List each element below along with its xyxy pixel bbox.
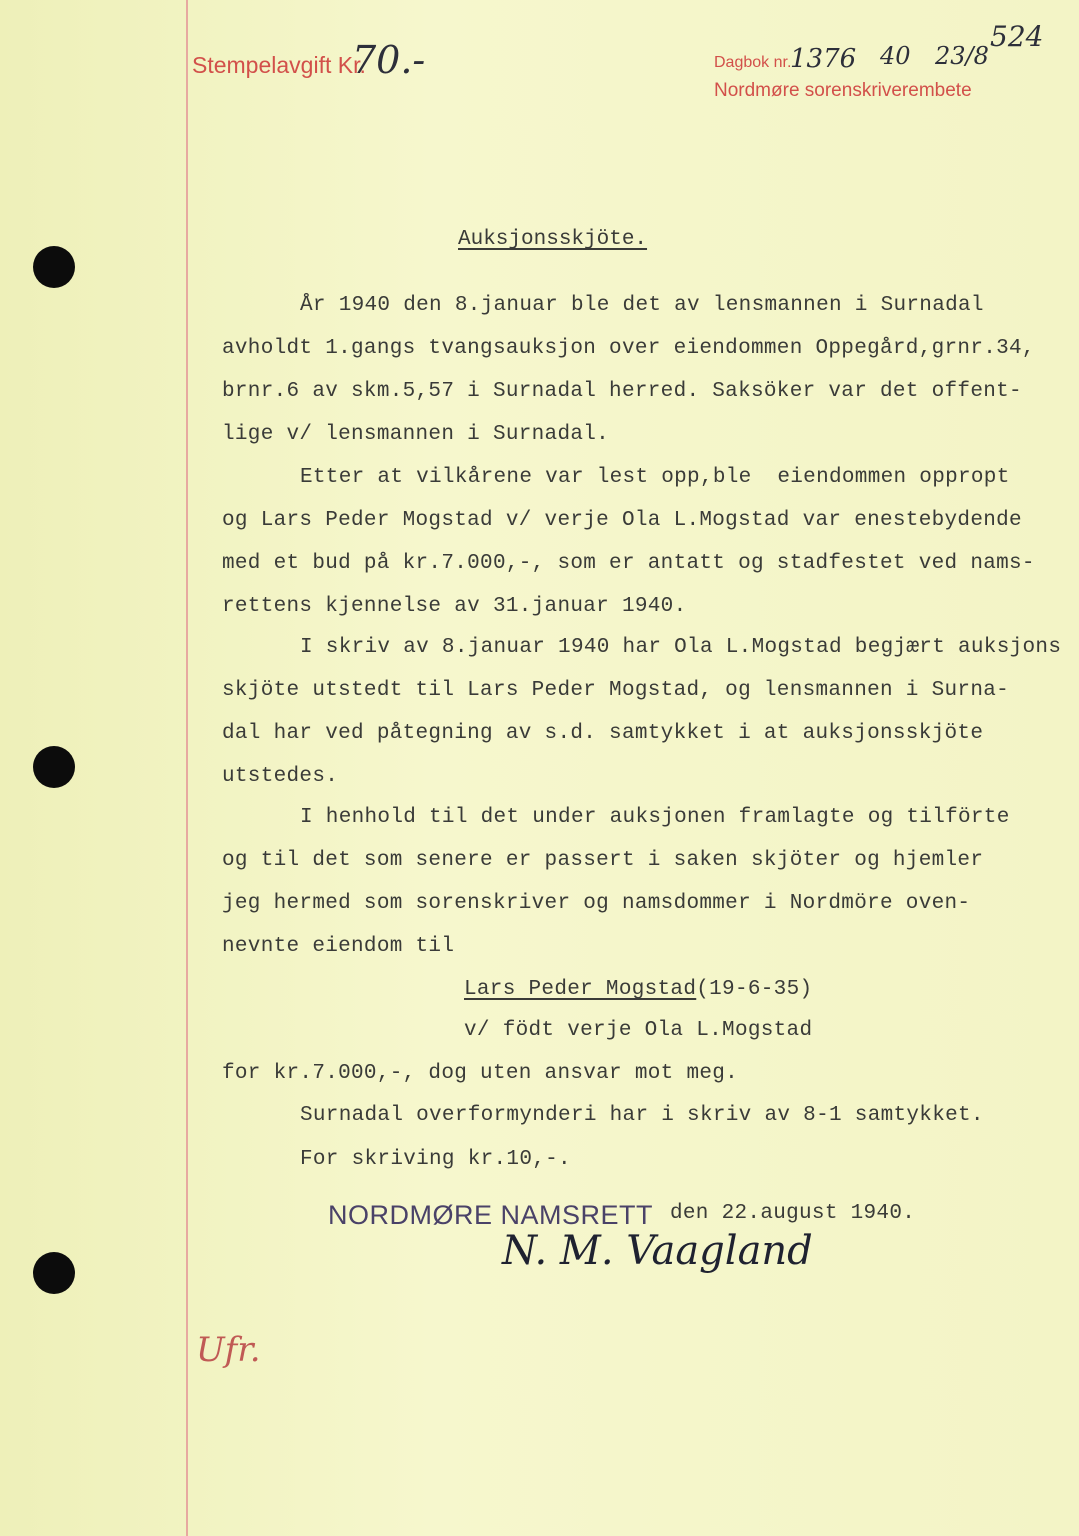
punch-hole [33,1252,75,1294]
body-line: og til det som senere er passert i saken skjöter og hjemler [222,849,984,872]
stamp-fee-value: 70.- [352,38,426,82]
red-margin-line [186,0,188,1536]
body-line: lige v/ lensmannen i Surnadal. [222,423,610,446]
journal-label: Dagbok nr. [714,54,792,71]
body-line: med et bud på kr.7.000,-, som er antatt og stadfestet ved nams- [222,552,1035,575]
body-line: avholdt 1.gangs tvangsauksjon over eiendommen Oppegård,grnr.34, [222,337,1035,360]
document-title: Auksjonsskjöte. [458,228,648,251]
body-line: nevnte eiendom til [222,935,455,958]
body-line: jeg hermed som sorenskriver og namsdommer i Nordmöre oven- [222,892,971,915]
body-line: Etter at vilkårene var lest opp,ble eiendommen oppropt [300,466,1010,489]
body-line: I skriv av 8.januar 1940 har Ola L.Mogstad begjært auksjons [300,636,1062,659]
punch-hole [33,746,75,788]
body-line: skjöte utstedt til Lars Peder Mogstad, og lensmannen i Surna- [222,679,1010,702]
journal-number: 1376 [790,44,857,74]
body-line: Surnadal overformynderi har i skriv av 8-1 samtykket. [300,1104,984,1127]
journal-date: 23/8 [935,42,989,70]
stamp-fee-label: Stempelavgift Kr. [192,52,366,78]
stamp-fee-stamp [192,52,366,79]
buyer-name-line [464,978,812,1001]
margin-note: Ufr. [196,1330,261,1370]
body-line: rettens kjennelse av 31.januar 1940. [222,595,687,618]
signature: N. M. Vaagland [502,1228,813,1274]
body-line: og Lars Peder Mogstad v/ verje Ola L.Mogstad var enestebydende [222,509,1022,532]
court-stamp: NORDMØRE NAMSRETT [328,1200,653,1230]
page-number: 524 [990,20,1044,53]
punch-hole [33,246,75,288]
office-stamp: Nordmøre sorenskriverembete [714,80,972,101]
buyer-name: Lars Peder Mogstad [464,978,697,1001]
body-line: For skriving kr.10,-. [300,1148,571,1171]
body-line: I henhold til det under auksjonen framlagte og tilförte [300,806,1010,829]
buyer-birthdate: (19-6-35) [696,978,813,1001]
body-line: dal har ved påtegning av s.d. samtykket i at auksjonsskjöte [222,722,984,745]
journal-year: 40 [880,42,911,70]
body-line: for kr.7.000,-, dog uten ansvar mot meg. [222,1062,739,1085]
body-line: År 1940 den 8.januar ble det av lensmannen i Surnadal [300,294,984,317]
body-line: v/ födt verje Ola L.Mogstad [464,1019,813,1042]
body-line: brnr.6 av skm.5,57 i Surnadal herred. Saksöker var det offent- [222,380,1022,403]
date-line: den 22.august 1940. [670,1202,916,1225]
body-line: utstedes. [222,765,339,788]
